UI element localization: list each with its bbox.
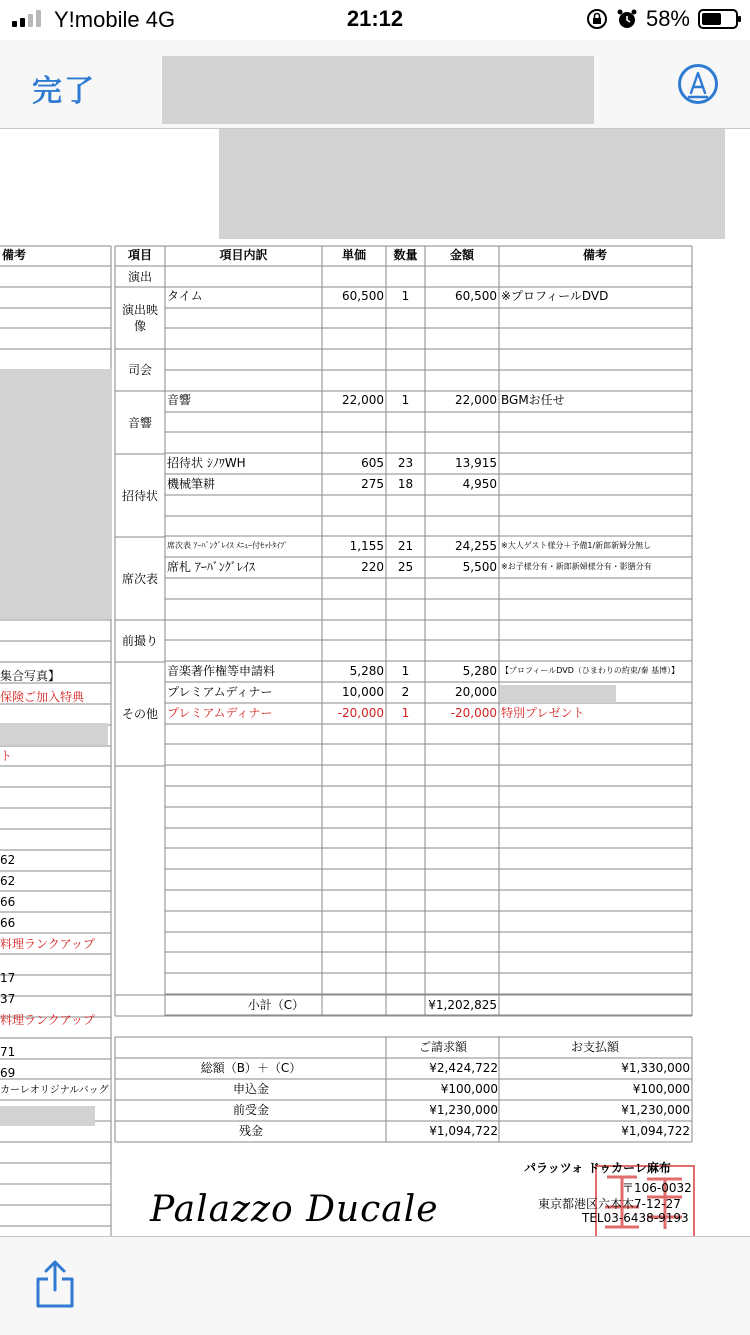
- company-logo: Palazzo Ducale: [150, 1189, 439, 1230]
- company-name: パラッツォ ドゥカーレ麻布: [524, 1161, 671, 1175]
- left-note-text: 集合写真】: [0, 669, 61, 683]
- markup-pen-icon[interactable]: [678, 64, 718, 104]
- col-header-item: 項目: [127, 248, 152, 262]
- table-cell-note: ※大人ゲスト様分＋予備1/新郎新婦分無し: [501, 541, 652, 550]
- document-viewer[interactable]: [0, 129, 750, 1236]
- col-header-qty: 数量: [393, 248, 418, 262]
- summary-cell-invoice: ¥1,230,000: [429, 1103, 498, 1117]
- company-tel: TEL03-6438-9193: [582, 1211, 689, 1225]
- company-address: 東京都港区六本木7-12-27: [538, 1197, 681, 1211]
- left-note-text: 66: [0, 916, 16, 930]
- table-cell-qty: 2: [401, 685, 410, 699]
- left-note-text: 料理ランクアップ: [0, 937, 95, 951]
- summary-cell-payment: ¥1,094,722: [621, 1124, 690, 1138]
- share-icon[interactable]: [34, 1259, 76, 1313]
- category-label: 招待状: [121, 488, 158, 503]
- table-cell-detail: 機械筆耕: [167, 477, 216, 491]
- table-cell-note: ※プロフィールDVD: [501, 289, 609, 303]
- left-note-text: 66: [0, 895, 16, 909]
- table-cell-qty: 1: [401, 664, 410, 678]
- table-cell-note: BGMお任せ: [501, 393, 565, 407]
- table-cell-amount: 13,915: [455, 456, 497, 470]
- summary-cell-invoice: ¥1,094,722: [429, 1124, 498, 1138]
- left-note-text: 69: [0, 1066, 16, 1080]
- left-note-text: 17: [0, 971, 16, 985]
- redacted-left-small: [0, 1106, 95, 1126]
- table-cell-unit: 60,500: [342, 289, 384, 303]
- table-cell-qty: 18: [397, 477, 414, 491]
- table-cell-amount: 5,500: [462, 560, 497, 574]
- col-header-amount: 金額: [449, 248, 474, 262]
- left-note-text: 62: [0, 853, 16, 867]
- table-cell-amount: 5,280: [462, 664, 497, 678]
- col-header-note: 備考: [582, 248, 607, 262]
- table-cell-amount: -20,000: [450, 706, 497, 720]
- table-cell-amount: 20,000: [455, 685, 497, 699]
- table-cell-amount: 60,500: [455, 289, 497, 303]
- col-header-detail: 項目内訳: [219, 248, 268, 262]
- table-cell-amount: 4,950: [462, 477, 497, 491]
- alarm-icon: [616, 8, 638, 30]
- redacted-left-small: [0, 723, 108, 745]
- table-cell-detail: 席札 ｱｰﾊﾞﾝｸﾞﾚｲｽ: [167, 560, 255, 574]
- left-note-text: 保険ご加入特典: [0, 690, 85, 704]
- bottom-toolbar: [0, 1236, 750, 1335]
- battery-percent: 58%: [645, 6, 690, 31]
- table-cell-qty: 1: [401, 393, 410, 407]
- summary-header-payment: お支払額: [570, 1040, 619, 1054]
- summary-cell-label: 残金: [238, 1124, 263, 1138]
- left-note-text: カーレオリジナルバッグ: [0, 1085, 109, 1096]
- summary-cell-label: 申込金: [232, 1082, 269, 1096]
- table-cell-unit: 22,000: [342, 393, 384, 407]
- summary-cell-invoice: ¥2,424,722: [429, 1061, 498, 1075]
- table-cell-detail: プレミアムディナー: [167, 706, 273, 720]
- table-cell-qty: 23: [397, 456, 414, 470]
- redacted-left-block: [0, 369, 112, 619]
- table-cell-qty: 21: [397, 539, 414, 553]
- left-note-text: 71: [0, 1045, 16, 1059]
- navigation-bar: [0, 40, 750, 129]
- category-label-line: 像: [133, 319, 146, 333]
- category-label: 席次表: [121, 571, 158, 586]
- redacted-title: [162, 56, 594, 124]
- category-label: 司会: [127, 363, 152, 377]
- left-note-text: ト: [0, 749, 13, 763]
- table-cell-detail: 席次表 ｱｰﾊﾞﾝｸﾞﾚｲｽ ﾒﾆｭｰ付ｾｯﾄﾀｲﾌﾟ: [167, 541, 289, 550]
- table-cell-note: 【プロフィールDVD（ひまわりの約束/秦 基博）】: [501, 666, 680, 675]
- table-cell-unit: 605: [361, 456, 384, 470]
- table-cell-qty: 1: [401, 289, 410, 303]
- left-note-header: 備考: [2, 248, 27, 262]
- summary-cell-invoice: ¥100,000: [440, 1082, 498, 1096]
- table-cell-detail: プレミアムディナー: [167, 685, 273, 699]
- table-cell-detail: 音響: [167, 393, 192, 407]
- category-label: [116, 302, 164, 334]
- summary-cell-label: 総額（B）＋（C）: [200, 1061, 302, 1075]
- table-cell-unit: -20,000: [337, 706, 384, 720]
- table-cell-unit: 220: [361, 560, 384, 574]
- summary-cell-payment: ¥1,330,000: [621, 1061, 690, 1075]
- redacted-header-block: [219, 129, 725, 239]
- table-cell-unit: 1,155: [349, 539, 384, 553]
- orientation-lock-icon: [586, 8, 608, 30]
- category-label: 前撮り: [121, 634, 158, 648]
- battery-icon: [698, 9, 738, 29]
- subtotal-amount: ¥1,202,825: [428, 998, 497, 1012]
- table-cell-unit: 275: [361, 477, 384, 491]
- summary-cell-payment: ¥100,000: [632, 1082, 690, 1096]
- table-cell-amount: 22,000: [455, 393, 497, 407]
- carrier-label: Y!mobile 4G: [54, 7, 176, 32]
- table-cell-detail: タイム: [167, 289, 203, 303]
- table-cell-qty: 1: [401, 706, 410, 720]
- clock: 21:12: [346, 6, 404, 31]
- summary-cell-label: 前受金: [232, 1103, 269, 1117]
- table-cell-note: ※お子様分有・新郎新婦様分有・影膳分有: [501, 562, 652, 571]
- company-zip: 〒106-0032: [622, 1181, 692, 1195]
- table-cell-note: 特別プレゼント: [501, 706, 585, 720]
- done-button[interactable]: 完了: [32, 74, 96, 109]
- left-note-text: 62: [0, 874, 16, 888]
- category-label: 音響: [127, 415, 152, 430]
- table-cell-qty: 25: [397, 560, 414, 574]
- status-bar: [0, 0, 750, 40]
- category-label-line: 演出映: [121, 303, 158, 317]
- table-cell-detail: 招待状 ｼﾉﾜWH: [167, 456, 246, 470]
- redacted-note: [500, 685, 616, 703]
- summary-header-invoice: ご請求額: [418, 1040, 467, 1054]
- table-cell-detail: 音楽著作権等申請料: [167, 664, 276, 678]
- subtotal-label: 小計（C）: [247, 998, 305, 1012]
- left-note-text: 料理ランクアップ: [0, 1013, 95, 1027]
- col-header-unit: 単価: [341, 248, 366, 262]
- category-label: その他: [121, 707, 158, 721]
- category-label: 演出: [127, 269, 152, 284]
- table-cell-unit: 5,280: [349, 664, 384, 678]
- table-cell-amount: 24,255: [455, 539, 497, 553]
- left-note-text: 37: [0, 992, 16, 1006]
- table-cell-unit: 10,000: [342, 685, 384, 699]
- summary-cell-payment: ¥1,230,000: [621, 1103, 690, 1117]
